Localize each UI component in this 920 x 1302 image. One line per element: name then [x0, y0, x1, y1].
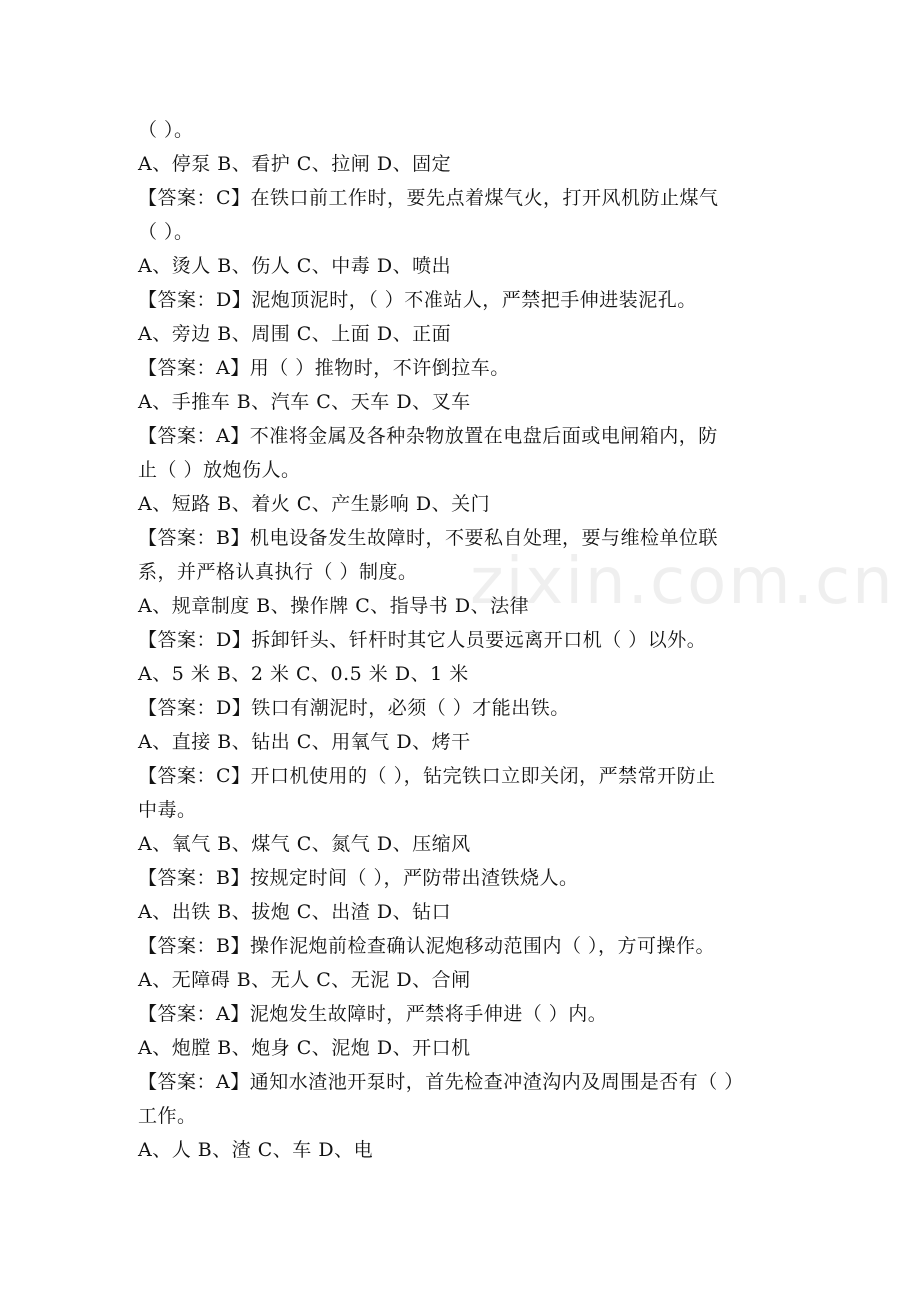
text-line: 【答案：D】拆卸钎头、钎杆时其它人员要远离开口机（ ）以外。: [138, 629, 707, 651]
text-line: 【答案：D】泥炮顶泥时，（ ）不准站人，严禁把手伸进装泥孔。: [138, 289, 697, 311]
text-line: A、停泵 B、看护 C、拉闸 D、固定: [138, 153, 452, 175]
text-line: 系，并严格认真执行（ ）制度。: [138, 561, 418, 583]
text-line: A、规章制度 B、操作牌 C、指导书 D、法律: [138, 595, 530, 617]
text-line: A、旁边 B、周围 C、上面 D、正面: [138, 323, 452, 345]
text-line: A、无障碍 B、无人 C、无泥 D、合闸: [138, 969, 471, 991]
text-line: A、短路 B、着火 C、产生影响 D、关门: [138, 493, 491, 515]
text-line: 【答案：C】开口机使用的（ ），钻完铁口立即关闭，严禁常开防止: [138, 765, 716, 787]
text-line: A、手推车 B、汽车 C、天车 D、叉车: [138, 391, 471, 413]
text-line: 【答案：B】操作泥炮前检查确认泥炮移动范围内（ ），方可操作。: [138, 935, 716, 957]
text-line: （ ）。: [138, 119, 194, 141]
text-line: （ ）。: [138, 221, 194, 243]
text-line: 【答案：A】通知水渣池开泵时，首先检查冲渣沟内及周围是否有（ ）: [138, 1071, 744, 1093]
document-body: [138, 113, 788, 1167]
text-line: 【答案：A】泥炮发生故障时，严禁将手伸进（ ）内。: [138, 1003, 608, 1025]
text-line: A、出铁 B、拔炮 C、出渣 D、钻口: [138, 901, 452, 923]
text-line: A、直接 B、钻出 C、用氧气 D、烤干: [138, 731, 471, 753]
text-line: A、氧气 B、煤气 C、氮气 D、压缩风: [138, 833, 471, 855]
text-line: 【答案：D】铁口有潮泥时，必须（ ）才能出铁。: [138, 697, 570, 719]
text-line: 工作。: [138, 1105, 197, 1127]
text-line: 【答案：A】不准将金属及各种杂物放置在电盘后面或电闸箱内，防: [138, 425, 718, 447]
text-line: 中毒。: [138, 799, 197, 821]
text-line: 【答案：C】在铁口前工作时，要先点着煤气火，打开风机防止煤气: [138, 187, 719, 209]
text-line: A、5 米 B、2 米 C、0.5 米 D、1 米: [138, 663, 469, 685]
text-line: 【答案：B】机电设备发生故障时，不要私自处理，要与维检单位联: [138, 527, 718, 549]
text-line: A、人 B、渣 C、车 D、电: [138, 1139, 374, 1161]
text-line: A、烫人 B、伤人 C、中毒 D、喷出: [138, 255, 452, 277]
text-line: 止（ ）放炮伤人。: [138, 459, 301, 481]
text-line: 【答案：A】用（ ）推物时，不许倒拉车。: [138, 357, 510, 379]
text-line: 【答案：B】按规定时间（ ），严防带出渣铁烧人。: [138, 867, 579, 889]
text-line: A、炮膛 B、炮身 C、泥炮 D、开口机: [138, 1037, 471, 1059]
watermark: zixin.com.cn: [470, 545, 895, 619]
